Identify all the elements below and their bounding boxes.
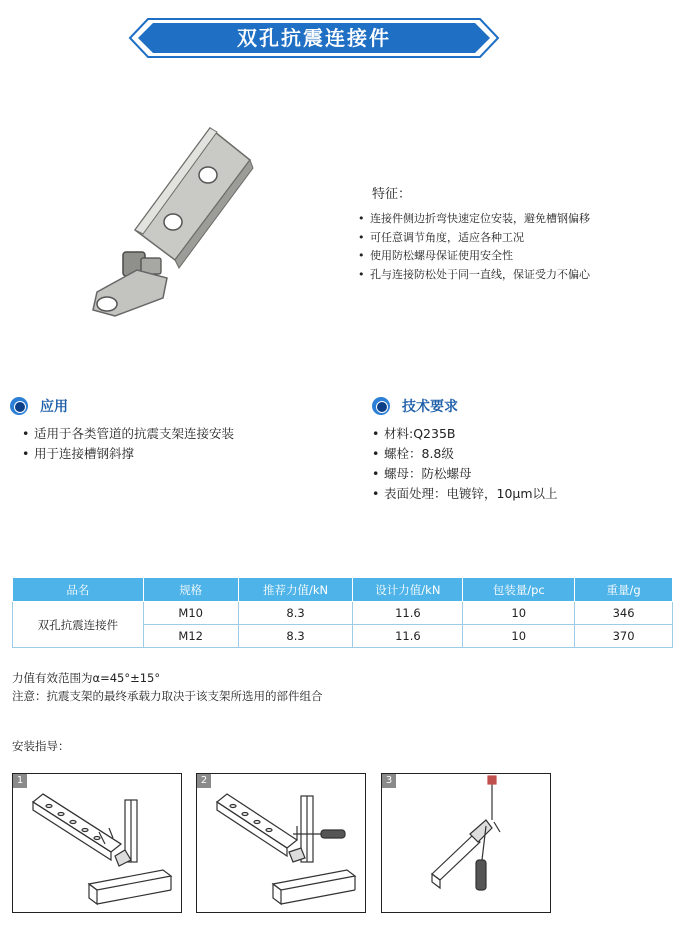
features-list — [358, 210, 678, 284]
install-step-1 — [12, 773, 182, 913]
tech-item: • 螺母：防松螺母 — [372, 464, 672, 484]
table-cell: 10 — [463, 625, 575, 648]
step-2-illustration — [197, 774, 367, 914]
table-cell: 370 — [575, 625, 673, 648]
col-header-name: 品名 — [13, 578, 144, 602]
step-number: 2 — [197, 774, 211, 788]
install-step-3 — [381, 773, 551, 913]
table-cell: M12 — [143, 625, 238, 648]
col-header-spec: 规格 — [143, 578, 238, 602]
application-header — [10, 396, 68, 416]
bullet-circle-icon — [10, 397, 28, 415]
feature-item: • 可任意调节角度，适应各种工况 — [358, 229, 678, 248]
notes — [12, 669, 323, 705]
table-cell: 11.6 — [353, 625, 463, 648]
application-list — [22, 424, 342, 464]
page-title: 双孔抗震连接件 — [237, 26, 391, 50]
table-row — [13, 602, 673, 625]
tech-list — [372, 424, 672, 504]
features-title: 特征： — [372, 187, 412, 202]
tech-header — [372, 396, 458, 416]
step-1-illustration — [13, 774, 183, 914]
feature-item: • 使用防松螺母保证使用安全性 — [358, 247, 678, 266]
application-title: 应用 — [40, 399, 68, 415]
table-cell: 11.6 — [353, 602, 463, 625]
tech-item: • 螺栓：8.8级 — [372, 444, 672, 464]
spec-table — [12, 577, 673, 648]
step-number: 3 — [382, 774, 396, 788]
step-number: 1 — [13, 774, 27, 788]
title-banner — [128, 17, 500, 59]
feature-item: • 连接件侧边折弯快速定位安装，避免槽钢偏移 — [358, 210, 678, 229]
table-cell: 10 — [463, 602, 575, 625]
install-step-2 — [196, 773, 366, 913]
features-section — [358, 183, 678, 284]
table-cell: M10 — [143, 602, 238, 625]
product-image — [75, 120, 275, 340]
force-range-note: 力值有效范围为α=45°±15° — [12, 671, 161, 685]
capacity-note: 注意：抗震支架的最终承载力取决于该支架所选用的部件组合 — [12, 689, 323, 703]
table-cell: 8.3 — [238, 602, 353, 625]
col-header-package: 包装量/pc — [463, 578, 575, 602]
col-header-design: 设计力值/kN — [353, 578, 463, 602]
product-name-cell: 双孔抗震连接件 — [13, 602, 144, 648]
bullet-circle-icon — [372, 397, 390, 415]
step-3-illustration — [382, 774, 552, 914]
table-header-row — [13, 578, 673, 602]
install-title: 安装指导： — [12, 739, 70, 753]
table-cell: 8.3 — [238, 625, 353, 648]
col-header-recommended: 推荐力值/kN — [238, 578, 353, 602]
feature-item: • 孔与连接防松处于同一直线，保证受力不偏心 — [358, 266, 678, 285]
tech-item: • 表面处理：电镀锌，10µm以上 — [372, 484, 672, 504]
tech-item: • 材料:Q235B — [372, 424, 672, 444]
col-header-weight: 重量/g — [575, 578, 673, 602]
application-item: • 用于连接槽钢斜撑 — [22, 444, 342, 464]
tech-title: 技术要求 — [402, 399, 458, 415]
application-item: • 适用于各类管道的抗震支架连接安装 — [22, 424, 342, 444]
table-cell: 346 — [575, 602, 673, 625]
